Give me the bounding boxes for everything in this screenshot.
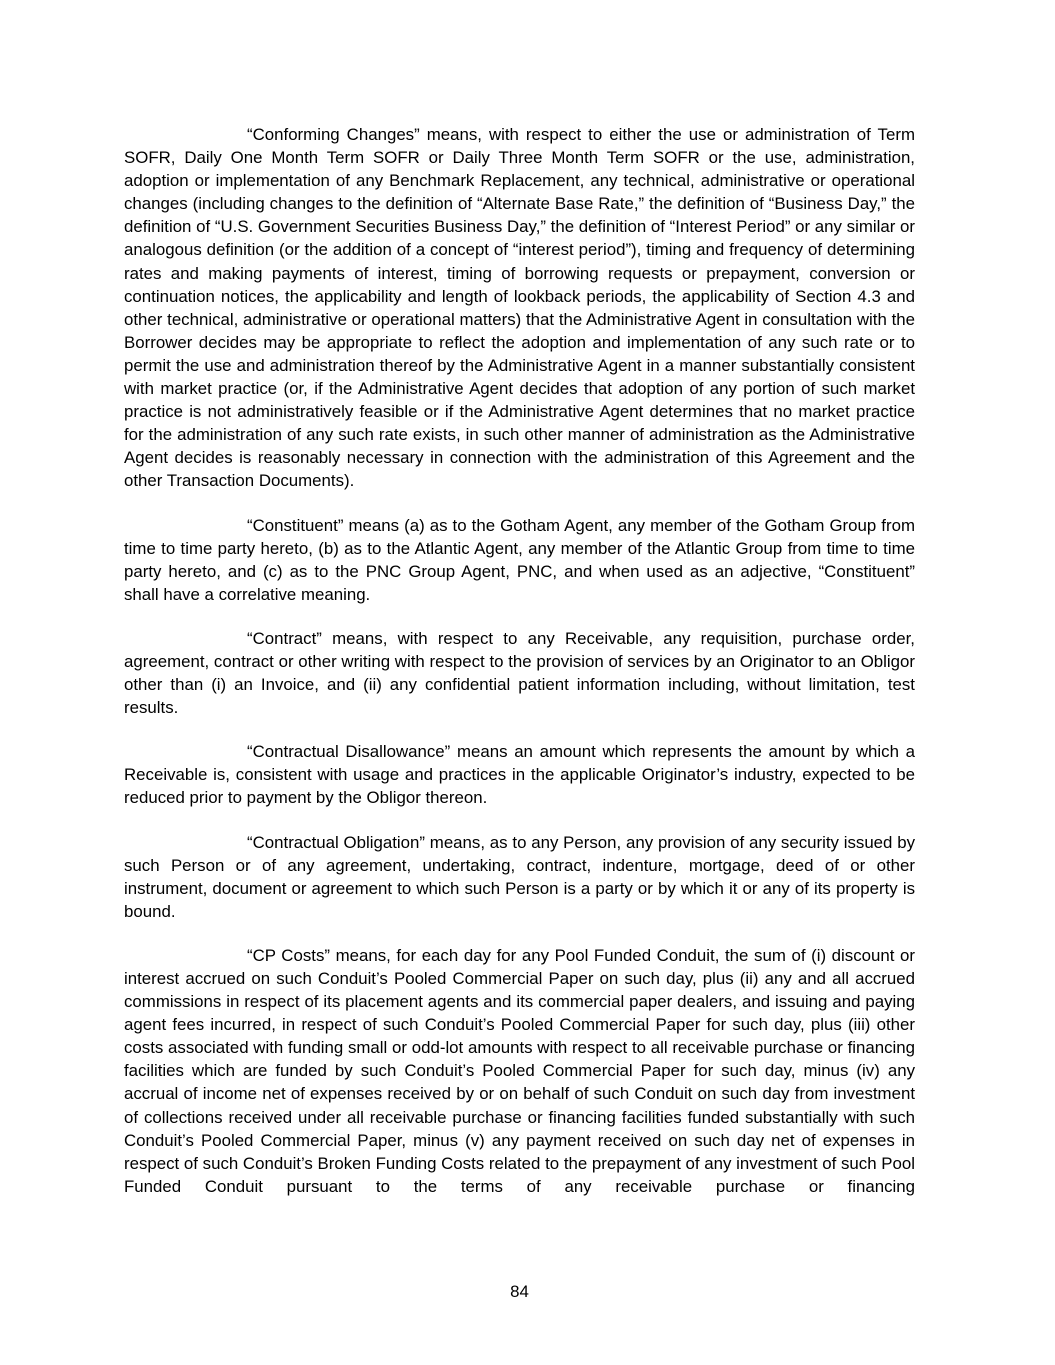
defined-term: “Contractual Disallowance” <box>247 742 451 762</box>
defined-term: “Conforming Changes” <box>247 125 420 144</box>
definition-contract <box>124 627 915 719</box>
defined-term: “CP Costs” <box>247 945 330 965</box>
defined-term: “Constituent” <box>247 515 344 535</box>
definition-text: means (a) as to the Gotham Agent, any member of the Gotham Group from time to time party hereto, (b) as to the Atlantic Agent, any member of the Atlantic Group from time to time party hereto, and (c) as to the PNC Group Agent, PNC, and when used as an adjective, “Constituent” shall have a correlative meaning. <box>124 515 915 604</box>
definition-contractual-obligation <box>124 831 915 923</box>
defined-term: “Contract” <box>247 628 322 648</box>
definition-constituent <box>124 514 915 606</box>
definition-text: means, with respect to any Receivable, any requisition, purchase order, agreement, contract or other writing with respect to the provision of services by an Originator to an Obligor other than (i) an Invoice, and (ii) any confidential patient information including, without limitation, test results. <box>124 628 915 718</box>
definition-text: means, with respect to either the use or administration of Term SOFR, Daily One Month Term SOFR or Daily Three Month Term SOFR or the use, administration, adoption or implementation of any Benchmark Replacement, any technical, administrative or operational changes (including changes to the definition of “Alternate Base Rate,” the definition of “Business Day,” the definition of “U.S. Government Securities Business Day,” the definition of “Interest Period” or any similar or analogous definition (or the addition of a concept of “interest period”), timing and frequency of determining rates and making payments of interest, timing of borrowing requests or prepayment, conversion or continuation notices, the applicability and length of lookback periods, the applicability of Section 4.3 and other technical, administrative or operational matters) that the Administrative Agent in consultation with the Borrower decides may be appropriate to reflect the adoption and implementation of any such rate or to permit the use and administration thereof by the Administrative Agent in a manner substantially consistent with market practice (or, if the Administrative Agent decides that adoption of any portion of such market practice is not administratively feasible or if the Administrative Agent determines that no market practice for the administration of any such rate exists, in such other manner of administration as the Administrative Agent decides is reasonably necessary in connection with the administration of this Agreement and the other Transaction Documents). <box>124 125 915 491</box>
definition-conforming-changes <box>124 123 915 493</box>
definition-cp-costs <box>124 944 915 1198</box>
definition-contractual-disallowance <box>124 740 915 809</box>
defined-term: “Contractual Obligation” <box>247 832 425 852</box>
definition-text: means, for each day for any Pool Funded Conduit, the sum of (i) discount or interest accrued on such Conduit’s Pooled Commercial Paper on such day, plus (ii) any and all accrued commissions in respect of its placement agents and its commercial paper dealers, and issuing and paying agent fees incurred, in respect of such Conduit’s Pooled Commercial Paper for such day, plus (iii) other costs associated with funding small or odd-lot amounts with respect to all receivable purchase or financing facilities which are funded by such Conduit’s Pooled Commercial Paper for such day, minus (iv) any accrual of income net of expenses received by or on behalf of such Conduit on such day from investment of collections received under all receivable purchase or financing facilities funded substantially with such Conduit’s Pooled Commercial Paper, minus (v) any payment received on such day net of expenses in respect of such Conduit’s Broken Funding Costs related to the prepayment of any investment of such Pool Funded Conduit pursuant to the terms of any receivable purchase or financing <box>124 945 915 1196</box>
definition-text: means, as to any Person, any provision of any security issued by such Person or of any agreement, undertaking, contract, indenture, mortgage, deed of or other instrument, document or agreement to which such Person is a party or by which it or any of its property is bound. <box>124 832 915 921</box>
page-number: 84 <box>510 1282 529 1301</box>
definition-text: means an amount which represents the amount by which a Receivable is, consistent with usage and practices in the applicable Originator’s industry, expected to be reduced prior to payment by the Obligor thereon. <box>124 742 915 808</box>
definitions-section <box>124 123 915 1219</box>
